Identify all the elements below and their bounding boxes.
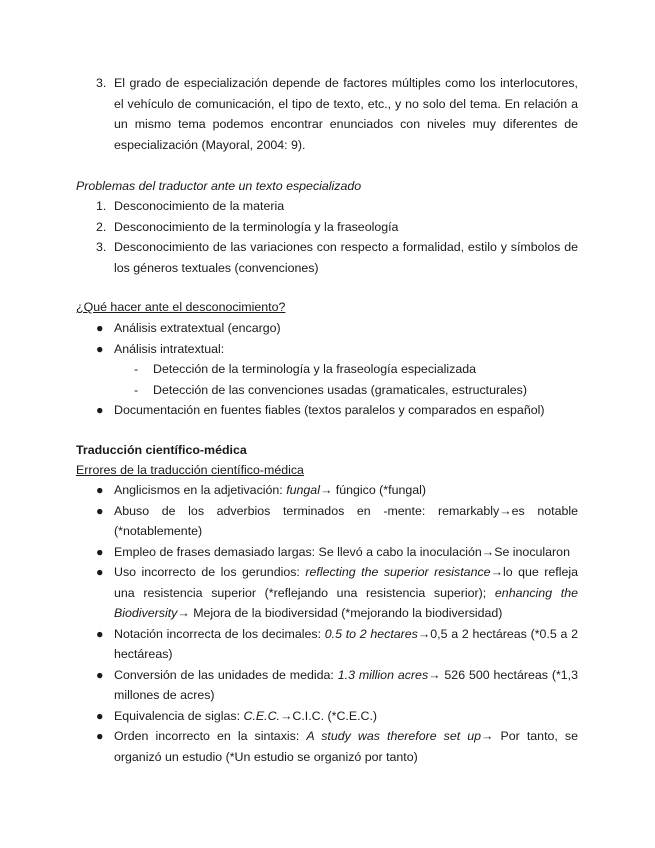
error-text: Abuso de los adverbios terminados en -mente: remarkably→es notable (*notablemente) [114, 503, 578, 538]
unknown-subitem-text: Detección de las convenciones usadas (gramaticales, estructurales) [153, 382, 527, 397]
error-example: reflecting the superior resistance [305, 565, 491, 579]
error-label: Notación incorrecta de los decimales: [114, 626, 325, 641]
unknown-subitem-text: Detección de la terminología y la fraseología especializada [153, 362, 477, 376]
unknown-item-1 [76, 318, 578, 339]
problems-heading-text: Problemas del traductor ante un texto especializado [76, 179, 362, 193]
section-title [76, 440, 578, 461]
error-label: Uso incorrecto de los gerundios: [114, 565, 306, 579]
error-example-2: enhancing the Biodiversity [114, 585, 578, 620]
unknown-heading [76, 297, 578, 318]
problems-list [76, 196, 578, 278]
section-subtitle-text: Errores de la traducción científico-médica [76, 463, 304, 477]
bullet-icon: ● [96, 565, 104, 579]
unknown-subitem-1 [76, 359, 578, 380]
problem-text: Desconocimiento de la materia [114, 199, 285, 213]
error-item-6 [76, 665, 578, 706]
bullet-icon: ● [96, 341, 104, 356]
error-example: fungal [286, 483, 320, 497]
error-item-4 [76, 562, 578, 624]
error-label: Orden incorrecto en la sintaxis: [114, 729, 307, 743]
problem-item-3 [76, 237, 578, 278]
error-example: 1.3 million acres [337, 667, 429, 682]
error-item-3 [76, 542, 578, 563]
unknown-list [76, 318, 578, 421]
bullet-icon: ● [96, 667, 104, 682]
section-title-text: Traducción científico-médica [76, 443, 247, 457]
error-label: Conversión de las unidades de medida: [114, 667, 338, 682]
dash-marker: - [134, 382, 139, 397]
error-example: 0.5 to 2 hectares [324, 626, 418, 641]
problem-item-2 [76, 217, 578, 238]
error-correction: →C.I.C. (*C.E.C.) [280, 708, 378, 723]
error-text: Empleo de frases demasiado largas: Se llevó a cabo la inoculación→Se inocularon [114, 544, 570, 559]
list-marker: 1. [96, 199, 107, 213]
unknown-item-3 [76, 400, 578, 421]
intro-item-3 [76, 73, 578, 155]
section-subtitle [76, 460, 578, 481]
unknown-heading-text: ¿Qué hacer ante el desconocimiento? [76, 300, 286, 314]
error-correction: → 526 500 hectáreas (*1,3 millones de acres) [114, 667, 578, 702]
error-example: C.E.C. [243, 708, 280, 723]
unknown-subitem-2 [76, 380, 578, 401]
error-correction: →lo que refleja una resistencia superior (*reflejando una resistencia superior); [114, 565, 578, 600]
unknown-item-text: Análisis intratextual: [114, 341, 225, 356]
bullet-icon: ● [96, 708, 104, 723]
error-item-5 [76, 624, 578, 665]
problems-heading [76, 176, 578, 197]
dash-marker: - [134, 362, 139, 376]
error-correction: → Por tanto, se organizó un estudio (*Un estudio se organizó por tanto) [114, 729, 578, 764]
error-item-8 [76, 726, 578, 767]
error-item-7 [76, 706, 578, 727]
intro-item-text: El grado de especialización depende de factores múltiples como los interlocutores, el vehículo de comunicación, el tipo de texto, etc., y no solo del tema. En relación a un mismo tema podemos encontrar enunciados con niveles muy diferentes de especialización (Mayoral, 2004: 9). [114, 76, 578, 152]
unknown-item-text: Documentación en fuentes fiables (textos paralelos y comparados en español) [114, 403, 545, 417]
error-label: Equivalencia de siglas: [114, 708, 244, 723]
list-marker: 2. [96, 219, 107, 234]
bullet-icon: ● [96, 483, 104, 497]
problem-item-1 [76, 196, 578, 217]
list-marker: 3. [96, 76, 107, 90]
intro-list [76, 73, 578, 155]
error-example: A study was therefore set up [306, 729, 482, 743]
problem-text: Desconocimiento de las variaciones con respecto a formalidad, estilo y símbolos de los géneros textuales (convenciones) [114, 240, 578, 275]
errors-list [76, 480, 578, 767]
bullet-icon: ● [96, 626, 104, 641]
error-item-2 [76, 501, 578, 542]
bullet-icon: ● [96, 321, 104, 335]
bullet-icon: ● [96, 403, 104, 417]
unknown-item-text: Análisis extratextual (encargo) [114, 321, 281, 335]
bullet-icon: ● [96, 729, 104, 743]
problem-text: Desconocimiento de la terminología y la fraseología [114, 219, 399, 234]
error-correction-2: → Mejora de la biodiversidad (*mejorando la biodiversidad) [177, 606, 503, 620]
error-item-1 [76, 480, 578, 501]
bullet-icon: ● [96, 503, 104, 518]
list-marker: 3. [96, 240, 107, 254]
error-label: Anglicismos en la adjetivación: [114, 483, 287, 497]
error-correction: →0,5 a 2 hectáreas (*0.5 a 2 hectáreas) [114, 626, 578, 661]
unknown-item-2 [76, 339, 578, 360]
error-correction: → fúngico (*fungal) [319, 483, 427, 497]
bullet-icon: ● [96, 544, 104, 559]
